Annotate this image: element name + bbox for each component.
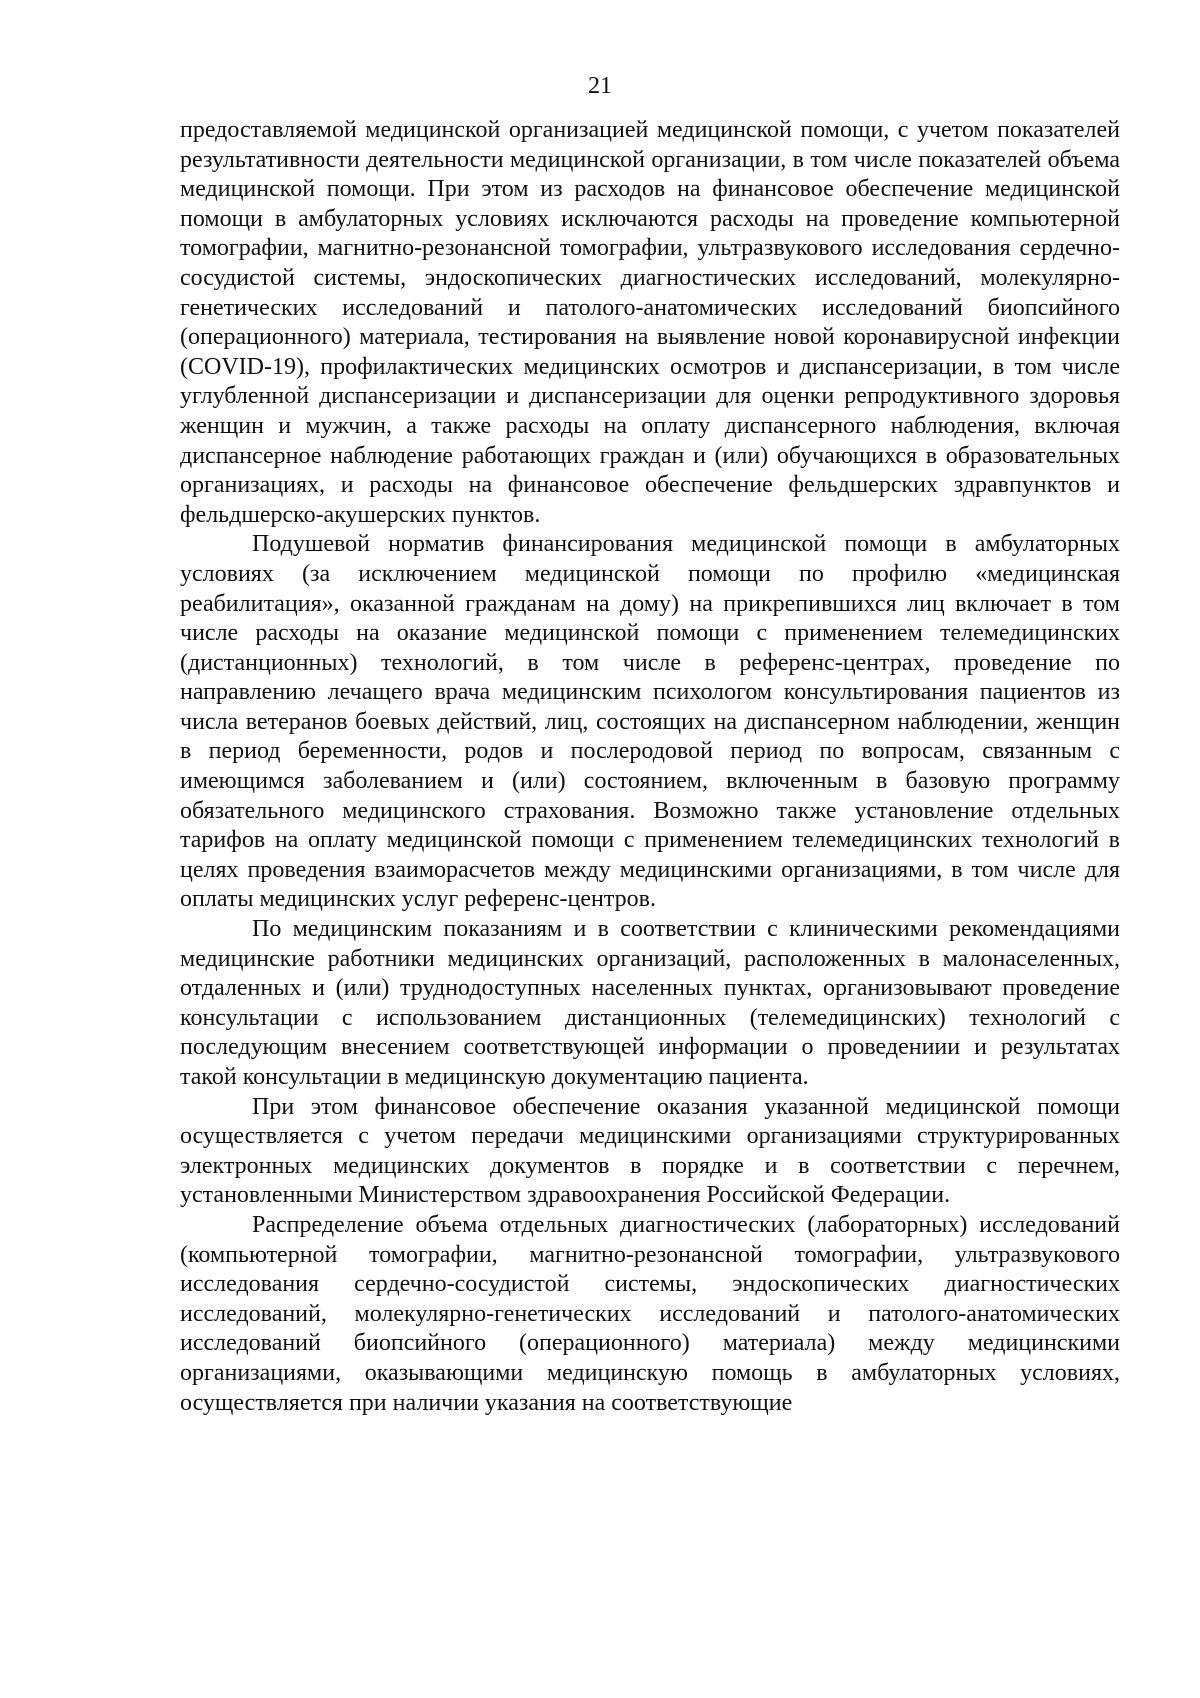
page-number: 21	[588, 73, 612, 99]
paragraph-financial-provision: При этом финансовое обеспечение оказания указанной медицинской помощи осуществляется с учетом передачи медицинскими организациями структурированных электронных медицинских документов в порядке и в соответствии с перечнем, установленными Министерством здравоохранения Российской Федерации.	[180, 1093, 1120, 1209]
document-body	[180, 116, 1120, 1418]
paragraph-capitation-norm: Подушевой норматив финансирования медицинской помощи в амбулаторных условиях (за исключением медицинской помощи по профилю «медицинская реабилитация», оказанной гражданам на дому) на прикрепившихся лиц включает в том числе расходы на оказание медицинской помощи с применением телемедицинских (дистанционных) технологий, в том числе в референс-центрах, проведение по направлению лечащего врача медицинским психологом консультирования пациентов из числа ветеранов боевых действий, лиц, состоящих на диспансерном наблюдении, женщин в период беременности, родов и послеродовой период по вопросам, связанным с имеющимся заболеванием и (или) состоянием, включенным в базовую программу обязательного медицинского страхования. Возможно также установление отдельных тарифов на оплату медицинской помощи с применением телемедицинских технологий в целях проведения взаиморасчетов между медицинскими организациями, в том числе для оплаты медицинских услуг референс-центров.	[180, 531, 1120, 913]
paragraph-continuation: предоставляемой медицинской организацией медицинской помощи, с учетом показателей результативности деятельности медицинской организации, в том числе показателей объема медицинской помощи. При этом из расходов на финансовое обеспечение медицинской помощи в амбулаторных условиях исключаются расходы на проведение компьютерной томографии, магнитно-резонансной томографии, ультразвукового исследования сердечно-сосудистой системы, эндоскопических диагностических исследований, молекулярно-генетических исследований и патолого-анатомических исследований биопсийного (операционного) материала, тестирования на выявление новой коронавирусной инфекции (COVID-19), профилактических медицинских осмотров и диспансеризации, в том числе углубленной диспансеризации и диспансеризации для оценки репродуктивного здоровья женщин и мужчин, а также расходы на оплату диспансерного наблюдения, включая диспансерное наблюдение работающих граждан и (или) обучающихся в образовательных организациях, и расходы на финансовое обеспечение фельдшерских здравпунктов и фельдшерско-акушерских пунктов.	[180, 117, 1120, 528]
paragraph-telemedicine-consultation: По медицинским показаниям и в соответствии с клиническими рекомендациями медицинские работники медицинских организаций, расположенных в малонаселенных, отдаленных и (или) труднодоступных населенных пунктах, организовывают проведение консультации с использованием дистанционных (телемедицинских) технологий с последующим внесением соответствующей информации о проведениии и результатах такой консультации в медицинскую документацию пациента.	[180, 916, 1120, 1090]
paragraph-diagnostic-distribution: Распределение объема отдельных диагностических (лабораторных) исследований (компьютерной томографии, магнитно-резонансной томографии, ультразвукового исследования сердечно-сосудистой системы, эндоскопических диагностических исследований, молекулярно-генетических исследований и патолого-анатомических исследований биопсийного (операционного) материала) между медицинскими организациями, оказывающими медицинскую помощь в амбулаторных условиях, осуществляется при наличии указания на соответствующие	[180, 1211, 1120, 1416]
